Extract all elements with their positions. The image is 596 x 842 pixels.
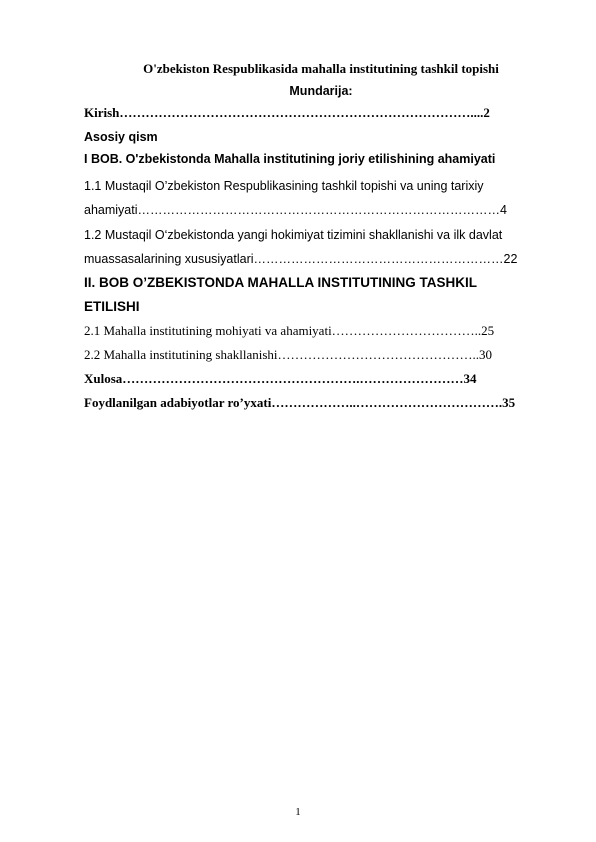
toc-entry-2-2[interactable]: 2.2 Mahalla institutining shakllanishi………………………………………..30 xyxy=(84,347,493,362)
toc-entry-1-1-line2[interactable]: ahamiyati……………………………………………………………………………4 xyxy=(84,203,507,217)
document-title: O'zbekiston Respublikasida mahalla institutining tashkil topishi xyxy=(143,61,499,76)
toc-entry-kirish[interactable]: Kirish………………………………………………………………………....2 xyxy=(84,105,490,120)
toc-entry-chapter-2-line1: II. BOB O’ZBEKISTONDA MAHALLA INSTITUTINING TASHKIL xyxy=(84,275,477,290)
toc-entry-1-2-line1[interactable]: 1.2 Mustaqil O‘zbekistonda yangi hokimiyat tizimini shakllanishi va ilk davlat xyxy=(84,228,503,242)
toc-entry-xulosa[interactable]: Xulosa……………………………………………….……………………34 xyxy=(84,371,477,386)
toc-entry-1-1-line1[interactable]: 1.1 Mustaqil O’zbekiston Respublikasining tashkil topishi va uning tarixiy xyxy=(84,179,484,193)
toc-entry-1-2-line2[interactable]: muassasalarining xususiyatlari……………………………………………………22 xyxy=(84,252,518,266)
toc-entry-2-1[interactable]: 2.1 Mahalla institutining mohiyati va ahamiyati……………………………..25 xyxy=(84,323,495,338)
toc-heading: Mundarija: xyxy=(289,84,353,98)
toc-entry-asosiy-qism: Asosiy qism xyxy=(84,130,158,144)
toc-entry-chapter-2-line2: ETILISHI xyxy=(84,299,140,314)
page-number: 1 xyxy=(295,806,301,818)
toc-entry-adabiyotlar[interactable]: Foydlanilgan adabiyotlar ro’yxati………………..…………………………….35 xyxy=(84,395,516,410)
toc-entry-chapter-1: I BOB. O'zbekistonda Mahalla institutining joriy etilishining ahamiyati xyxy=(84,152,496,166)
